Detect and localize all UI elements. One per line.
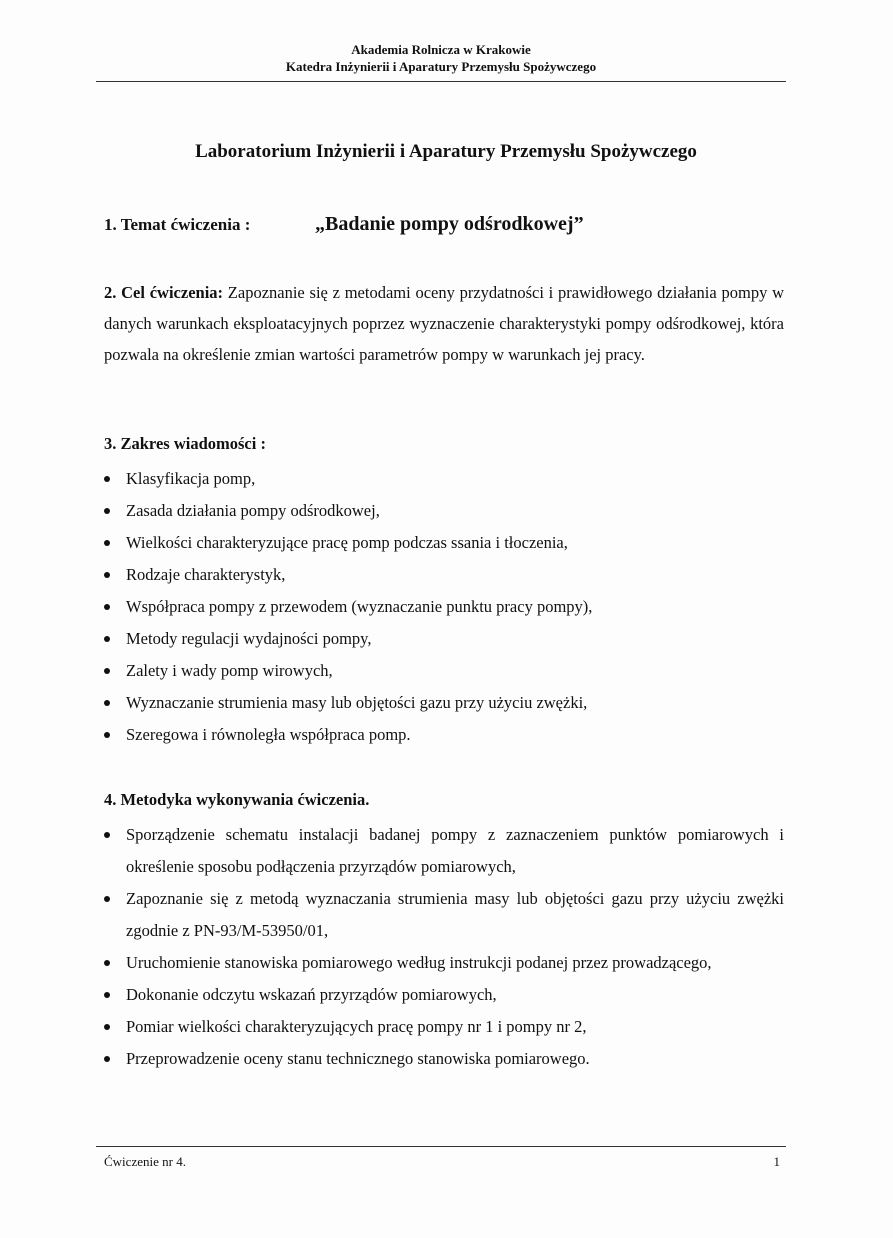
exercise-topic bbox=[104, 212, 584, 237]
method-title: 4. Metodyka wykonywania ćwiczenia. bbox=[104, 790, 370, 809]
list-item-text: Wielkości charakteryzujące pracę pomp podczas ssania i tłoczenia, bbox=[126, 533, 568, 552]
list-item bbox=[104, 719, 784, 751]
list-item bbox=[104, 947, 784, 979]
list-item bbox=[104, 979, 784, 1011]
methodology-section bbox=[104, 788, 784, 1075]
list-item-text: Dokonanie odczytu wskazań przyrządów pomiarowych, bbox=[126, 985, 497, 1004]
bullet-icon bbox=[104, 732, 110, 738]
list-item-text: Metody regulacji wydajności pompy, bbox=[126, 629, 372, 648]
bullet-icon bbox=[104, 636, 110, 642]
bullet-icon bbox=[104, 1056, 110, 1062]
header-divider bbox=[96, 81, 786, 82]
footer-exercise-number: Ćwiczenie nr 4. bbox=[104, 1154, 186, 1169]
exercise-goal bbox=[104, 277, 784, 370]
list-item bbox=[104, 655, 784, 687]
list-item-text: Współpraca pompy z przewodem (wyznaczanie punktu pracy pompy), bbox=[126, 597, 593, 616]
bullet-icon bbox=[104, 832, 110, 838]
list-item-text: Wyznaczanie strumienia masy lub objętości gazu przy użyciu zwężki, bbox=[126, 693, 588, 712]
institution-header bbox=[96, 41, 786, 75]
bullet-icon bbox=[104, 1024, 110, 1030]
list-item-text: Przeprowadzenie oceny stanu technicznego stanowiska pomiarowego. bbox=[126, 1049, 590, 1068]
university-name: Akademia Rolnicza w Krakowie bbox=[351, 42, 531, 57]
list-item bbox=[104, 1011, 784, 1043]
bullet-icon bbox=[104, 960, 110, 966]
department-name: Katedra Inżynierii i Aparatury Przemysłu Spożywczego bbox=[285, 59, 597, 74]
topic-label: 1. Temat ćwiczenia : bbox=[104, 215, 251, 234]
list-item-text: Zapoznanie się z metodą wyznaczania strumienia masy lub objętości gazu przy użyciu zwężki zgodnie z PN-93/M-53950/01, bbox=[126, 889, 784, 940]
method-list bbox=[104, 819, 784, 1075]
goal-label: 2. Cel ćwiczenia: bbox=[104, 283, 224, 302]
page-number: 1 bbox=[773, 1154, 780, 1169]
knowledge-scope-section bbox=[104, 432, 784, 751]
bullet-icon bbox=[104, 604, 110, 610]
goal-text: Zapoznanie się z metodami oceny przydatności i prawidłowego działania pompy w danych warunkach eksploatacyjnych poprzez wyznaczenie charakterystyki pompy odśrodkowej, która pozwala na określenie zmian wartości parametrów pompy w warunkach jej pracy. bbox=[104, 283, 784, 364]
bullet-icon bbox=[104, 896, 110, 902]
bullet-icon bbox=[104, 572, 110, 578]
list-item-text: Pomiar wielkości charakteryzujących pracę pompy nr 1 i pompy nr 2, bbox=[126, 1017, 587, 1036]
list-item-text: Zalety i wady pomp wirowych, bbox=[126, 661, 333, 680]
page-title: Laboratorium Inżynierii i Aparatury Przemysłu Spożywczego bbox=[195, 141, 697, 162]
list-item-text: Rodzaje charakterystyk, bbox=[126, 565, 286, 584]
topic-value: „Badanie pompy odśrodkowej” bbox=[315, 213, 584, 235]
list-item-text: Sporządzenie schematu instalacji badanej pompy z zaznaczeniem punktów pomiarowych i określenie sposobu podłączenia przyrządów pomiarowych, bbox=[126, 825, 784, 876]
scope-list bbox=[104, 463, 784, 751]
list-item bbox=[104, 463, 784, 495]
scope-title: 3. Zakres wiadomości : bbox=[104, 434, 266, 453]
list-item-text: Klasyfikacja pomp, bbox=[126, 469, 256, 488]
bullet-icon bbox=[104, 700, 110, 706]
bullet-icon bbox=[104, 668, 110, 674]
list-item bbox=[104, 559, 784, 591]
bullet-icon bbox=[104, 476, 110, 482]
list-item bbox=[104, 883, 784, 947]
footer-divider bbox=[96, 1146, 786, 1147]
list-item bbox=[104, 623, 784, 655]
list-item-text: Zasada działania pompy odśrodkowej, bbox=[126, 501, 380, 520]
bullet-icon bbox=[104, 992, 110, 998]
bullet-icon bbox=[104, 508, 110, 514]
list-item bbox=[104, 687, 784, 719]
list-item-text: Uruchomienie stanowiska pomiarowego według instrukcji podanej przez prowadzącego, bbox=[126, 953, 712, 972]
list-item bbox=[104, 591, 784, 623]
list-item bbox=[104, 527, 784, 559]
bullet-icon bbox=[104, 540, 110, 546]
list-item bbox=[104, 819, 784, 883]
list-item bbox=[104, 1043, 784, 1075]
list-item bbox=[104, 495, 784, 527]
list-item-text: Szeregowa i równoległa współpraca pomp. bbox=[126, 725, 411, 744]
